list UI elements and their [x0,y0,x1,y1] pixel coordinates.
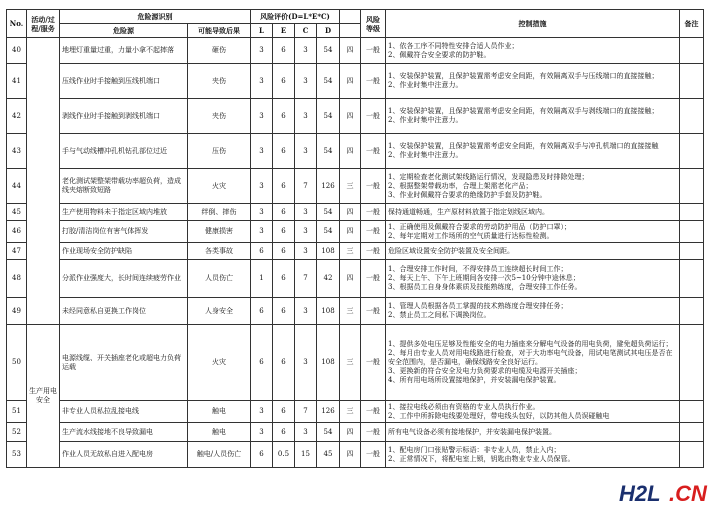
control-measure-line: 1、依各工序不同特性安排合适人员作业； [388,41,519,50]
control-measures [386,298,680,325]
control-measures [386,260,680,298]
d-value: 54 [317,64,340,99]
header-c: C [295,24,317,38]
c-value: 3 [295,99,317,134]
header-consequence: 可能导致后果 [188,24,251,38]
e-value: 6 [273,325,295,401]
control-measure-line: 2、作业时集中注意力。 [388,151,463,159]
control-measure-line: 2、根据整架带载功率，合理上架需老化产品； [388,181,533,190]
activity-cell-blank [27,38,60,325]
row-number: 44 [7,169,27,204]
grade-value: 三 [340,325,361,401]
grade-value: 三 [340,169,361,204]
c-value: 3 [295,243,317,260]
control-measures [386,64,680,99]
c-value: 3 [295,423,317,442]
control-measure-line: 4、所有用电场所设置接地保护，并安装漏电保护装置。 [388,376,561,384]
grade-value: 四 [340,64,361,99]
control-measures [386,134,680,169]
remarks-cell [680,298,704,325]
d-value: 45 [317,442,340,468]
c-value: 7 [295,260,317,298]
grade-value: 四 [340,423,361,442]
e-value: 6 [273,243,295,260]
header-grade-blank [340,10,361,24]
c-value: 3 [295,64,317,99]
control-measure-line: 2、作业时集中注意力。 [388,116,463,124]
e-value: 6 [273,298,295,325]
e-value: 6 [273,64,295,99]
table-row [7,221,704,243]
grade-value: 三 [340,401,361,423]
remarks-cell [680,204,704,221]
row-number: 40 [7,38,27,64]
control-measure-line: 1、接拉电线必须由有资格的专业人员执行作业。 [388,402,540,411]
header-risk-level: 风险等级 [361,10,386,38]
remarks-cell [680,243,704,260]
hazard-source: 手与气动线槽冲孔机钻孔部位过近 [60,134,188,169]
hazard-source: 电源线缆、开关插座老化或超电力负荷运载 [60,325,188,401]
risk-level: 一般 [361,134,386,169]
control-measure-line: 1、提供多处电压足够及性能安全的电力插座来分解电气设备的用电负荷，避免超负荷运行； [388,340,673,348]
consequence: 火灾 [188,325,251,401]
remarks-cell [680,401,704,423]
risk-level: 一般 [361,38,386,64]
grade-value: 四 [340,442,361,468]
c-value: 3 [295,325,317,401]
control-measures [386,99,680,134]
control-measure-line: 1、管理人员根据各员工掌握的技术熟练度合理安排任务； [388,302,568,310]
risk-level: 一般 [361,298,386,325]
hazard-source: 作业人员无故私自进入配电房 [60,442,188,468]
l-value: 3 [251,204,273,221]
control-measure-line: 2、禁止员工之间私下调换岗位。 [388,311,491,319]
hazard-source: 分派作业强度大，长时间连续疲劳作业 [60,260,188,298]
l-value: 3 [251,99,273,134]
row-number: 41 [7,64,27,99]
e-value: 6 [273,221,295,243]
risk-level: 一般 [361,243,386,260]
e-value: 6 [273,169,295,204]
remarks-cell [680,423,704,442]
control-measure-line: 2、作业时集中注意力。 [388,81,463,89]
l-value: 6 [251,442,273,468]
consequence: 火灾 [188,169,251,204]
table-body [7,38,704,468]
c-value: 3 [295,134,317,169]
remarks-cell [680,442,704,468]
consequence: 触电 [188,423,251,442]
e-value: 6 [273,134,295,169]
d-value: 108 [317,325,340,401]
l-value: 3 [251,64,273,99]
header-row-1 [7,10,704,24]
risk-level: 一般 [361,401,386,423]
hazard-source: 生产使用物料未于指定区域内堆放 [60,204,188,221]
logo-brand-text: H2L [619,481,661,506]
hazard-source: 老化测试架整架带载功率超负荷，造成线夹熔断致短路 [60,169,188,204]
table-row [7,401,704,423]
risk-level: 一般 [361,442,386,468]
control-measures [386,442,680,468]
table-row [7,169,704,204]
control-measure-line: 2、每年定期对工作场所的空气质量进行达标性检测。 [388,231,554,240]
table-row [7,298,704,325]
l-value: 6 [251,298,273,325]
e-value: 0.5 [273,442,295,468]
control-measure-line: 2、正常情况下，将配电室上锁，钥匙由物业专业人员保管。 [388,454,575,463]
hazard-source: 剥线作业时手接触到剥线机端口 [60,99,188,134]
header-risk-evaluation: 风险评价(D=L*E*C) [251,10,340,24]
consequence: 触电 [188,401,251,423]
control-measure-line: 1、安装保护装置，且保护装置需考虑安全间距，有效隔离双手与冲孔机端口的直接接触 [388,142,659,150]
control-measure-line: 1、定期检查老化测试架线路运行情况，发现隐患及时排除处理； [388,172,589,181]
risk-level: 一般 [361,169,386,204]
row-number: 43 [7,134,27,169]
row-number: 49 [7,298,27,325]
risk-level: 一般 [361,423,386,442]
l-value: 1 [251,260,273,298]
remarks-cell [680,38,704,64]
row-number: 46 [7,221,27,243]
control-measure-line: 1、安装保护装置，且保护装置需考虑安全间距，有效隔离双手与压线端口的直接接触； [388,72,659,80]
hazard-source: 作业现场安全防护缺陷 [60,243,188,260]
hazard-source: 地埋灯重量过重，力量小拿不起摔落 [60,38,188,64]
l-value: 3 [251,221,273,243]
control-measure-line: 1、配电房门口张贴警示标语：非专业人员，禁止入内； [388,445,561,454]
hazard-source: 未经同意私自更换工作岗位 [60,298,188,325]
activity-cell: 生产用电安全 [27,325,60,468]
d-value: 54 [317,221,340,243]
table-row [7,442,704,468]
table-row [7,38,704,64]
table-row [7,260,704,298]
consequence: 人身安全 [188,298,251,325]
control-measure-line: 1、正确使用及佩戴符合要求的劳动防护用品（防护口罩）； [388,222,571,231]
table-row [7,99,704,134]
control-measures [386,221,680,243]
logo-suffix-text: .CN [669,481,707,506]
c-value: 15 [295,442,317,468]
remarks-cell [680,221,704,243]
risk-level: 一般 [361,325,386,401]
risk-level: 一般 [361,64,386,99]
table-row [7,204,704,221]
header-d: D [317,24,340,38]
d-value: 42 [317,260,340,298]
hazard-source: 非专业人员私拉乱接电线 [60,401,188,423]
consequence: 人员伤亡 [188,260,251,298]
row-number: 47 [7,243,27,260]
e-value: 6 [273,99,295,134]
e-value: 6 [273,401,295,423]
consequence: 压伤 [188,134,251,169]
consequence: 绊倒、摔伤 [188,204,251,221]
control-measure-line: 保持通道畅通，生产原材料放置于指定划线区域内。 [388,207,550,216]
header-e: E [273,24,295,38]
grade-value: 四 [340,38,361,64]
control-measures [386,38,680,64]
c-value: 3 [295,204,317,221]
header-hazard-identification: 危险源识别 [60,10,251,24]
header-remarks: 备注 [680,10,704,38]
grade-value: 四 [340,99,361,134]
risk-level: 一般 [361,221,386,243]
control-measures [386,243,680,260]
hazard-source: 压线作业时手接触到压线机端口 [60,64,188,99]
d-value: 126 [317,401,340,423]
hazard-risk-table [6,9,704,468]
e-value: 6 [273,38,295,64]
consequence: 砸伤 [188,38,251,64]
e-value: 6 [273,204,295,221]
c-value: 3 [295,298,317,325]
remarks-cell [680,99,704,134]
control-measure-line: 2、工作中所拆除电线要处理好，带电线头包好，以防其他人员误碰触电 [388,411,610,420]
d-value: 54 [317,38,340,64]
grade-value: 四 [340,134,361,169]
d-value: 108 [317,243,340,260]
grade-value: 四 [340,221,361,243]
control-measure-line: 3、作业时佩戴符合要求的绝缘防护手套及防护鞋。 [388,190,547,199]
control-measure-line: 2、每天上午、下午上班期间各安排一次5~10分钟中途休息； [388,274,580,282]
c-value: 3 [295,38,317,64]
e-value: 6 [273,260,295,298]
row-number: 48 [7,260,27,298]
l-value: 3 [251,423,273,442]
c-value: 7 [295,169,317,204]
l-value: 3 [251,169,273,204]
consequence: 各类事故 [188,243,251,260]
grade-value: 四 [340,204,361,221]
d-value: 54 [317,99,340,134]
c-value: 3 [295,221,317,243]
risk-level: 一般 [361,204,386,221]
h2l-logo [617,474,717,508]
l-value: 3 [251,134,273,169]
header-grade-blank-2 [340,24,361,38]
d-value: 54 [317,423,340,442]
control-measure-line: 所有电气设备必须有接地保护，并安装漏电保护装置。 [388,427,557,436]
header-l: L [251,24,273,38]
grade-value: 三 [340,243,361,260]
header-activity: 活动/过程/服务 [27,10,60,38]
control-measure-line: 2、每月由专业人员对用电线路进行检查，对于大功率电气设备，用试电笔测试其电压是否在安全范围内，是否漏电，确保线路安全良好运行。 [388,349,673,366]
row-number: 52 [7,423,27,442]
consequence: 夹伤 [188,99,251,134]
control-measure-line: 2、佩戴符合安全要求的防护鞋。 [388,50,491,59]
control-measures [386,325,680,401]
control-measures [386,169,680,204]
consequence: 触电/人员伤亡 [188,442,251,468]
table-row [7,64,704,99]
control-measure-line: 1、安装保护装置，且保护装置需考虑安全间距，有效隔离双手与剥线端口的直接接触； [388,107,659,115]
hazard-source: 生产流水线接地不良导致漏电 [60,423,188,442]
hazard-source: 打胶/清洁岗位有害气体挥发 [60,221,188,243]
control-measures [386,423,680,442]
control-measure-line: 危险区域设置安全防护装置及安全间距。 [388,246,515,255]
remarks-cell [680,325,704,401]
l-value: 6 [251,243,273,260]
row-number: 53 [7,442,27,468]
control-measures [386,204,680,221]
consequence: 健康损害 [188,221,251,243]
d-value: 126 [317,169,340,204]
remarks-cell [680,64,704,99]
header-control-measures: 控制措施 [386,10,680,38]
l-value: 3 [251,38,273,64]
row-number: 51 [7,401,27,423]
d-value: 108 [317,298,340,325]
d-value: 54 [317,134,340,169]
table-row [7,423,704,442]
header-no: No. [7,10,27,38]
header-hazard-source: 危险源 [60,24,188,38]
c-value: 7 [295,401,317,423]
consequence: 夹伤 [188,64,251,99]
e-value: 6 [273,423,295,442]
d-value: 54 [317,204,340,221]
control-measure-line: 3、更换新的符合安全及电力负荷要求的电缆及电源开关插座； [388,367,582,375]
remarks-cell [680,134,704,169]
control-measure-line: 3、根据员工自身身体素质及技能熟练度，合理安排工作任务。 [388,283,582,291]
risk-level: 一般 [361,260,386,298]
grade-value: 四 [340,260,361,298]
table-row [7,243,704,260]
row-number: 50 [7,325,27,401]
l-value: 3 [251,401,273,423]
remarks-cell [680,169,704,204]
control-measures [386,401,680,423]
row-number: 45 [7,204,27,221]
risk-level: 一般 [361,99,386,134]
l-value: 6 [251,325,273,401]
row-number: 42 [7,99,27,134]
table-row [7,325,704,401]
remarks-cell [680,260,704,298]
table-row [7,134,704,169]
grade-value: 三 [340,298,361,325]
control-measure-line: 1、合理安排工作时间，不得安排员工连续超长时间工作； [388,265,568,273]
